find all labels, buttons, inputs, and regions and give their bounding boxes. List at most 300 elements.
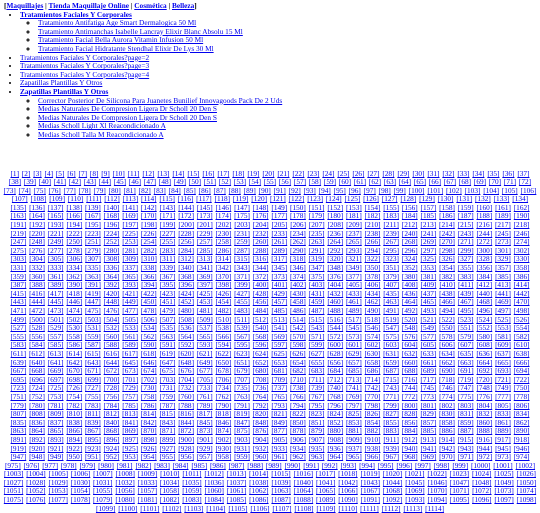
page-link[interactable]: [749] — [495, 383, 511, 392]
page-link[interactable]: [593] — [197, 340, 213, 349]
page-link[interactable]: [336] — [104, 263, 120, 272]
page-link[interactable]: [13] — [157, 169, 169, 178]
page-link[interactable]: [763] — [234, 392, 250, 401]
page-link[interactable]: [507] — [160, 315, 176, 324]
page-link[interactable]: [805] — [495, 401, 511, 410]
page-link[interactable]: [557] — [48, 332, 64, 341]
page-link[interactable]: [803] — [458, 401, 474, 410]
page-link[interactable]: [214] — [439, 220, 455, 229]
page-link[interactable]: [392] — [104, 280, 120, 289]
page-link[interactable]: [592] — [178, 340, 194, 349]
page-link[interactable]: [342] — [215, 263, 231, 272]
page-link[interactable]: [522] — [439, 315, 455, 324]
page-link[interactable]: [707] — [234, 375, 250, 384]
page-link[interactable]: [158] — [439, 203, 455, 212]
page-link[interactable]: [531] — [85, 323, 101, 332]
page-link[interactable]: [189] — [495, 211, 511, 220]
page-link[interactable]: [215] — [458, 220, 474, 229]
page-link[interactable]: [995] — [378, 461, 394, 470]
page-link[interactable]: [602] — [365, 340, 381, 349]
page-link[interactable]: [622] — [215, 349, 231, 358]
page-link[interactable]: [235] — [309, 229, 325, 238]
page-link[interactable]: [497] — [495, 306, 511, 315]
page-link[interactable]: [575] — [383, 332, 399, 341]
page-link[interactable]: [1088] — [294, 495, 313, 504]
page-link[interactable]: [773] — [421, 392, 437, 401]
page-link[interactable]: [731] — [160, 383, 176, 392]
page-link[interactable]: [341] — [197, 263, 213, 272]
page-link[interactable]: [87] — [214, 186, 226, 195]
page-link[interactable]: [327] — [458, 254, 474, 263]
page-link[interactable]: [213] — [420, 220, 436, 229]
page-link[interactable]: [814] — [141, 409, 157, 418]
page-link[interactable]: [376] — [327, 272, 343, 281]
page-link[interactable]: [821] — [271, 409, 287, 418]
page-link[interactable]: [394] — [141, 280, 157, 289]
page-link[interactable]: [771] — [383, 392, 399, 401]
page-link[interactable]: [1083] — [182, 495, 201, 504]
page-link[interactable]: [970] — [439, 452, 455, 461]
page-link[interactable]: [431] — [309, 289, 325, 298]
page-link[interactable]: [477] — [122, 306, 138, 315]
page-link[interactable]: [859] — [458, 418, 474, 427]
page-link[interactable]: [660] — [402, 358, 418, 367]
page-link[interactable]: [25] — [337, 169, 349, 178]
page-link[interactable]: [41] — [54, 177, 66, 186]
page-link[interactable]: [250] — [66, 237, 82, 246]
page-link[interactable]: [875] — [234, 426, 250, 435]
page-link[interactable]: [939] — [383, 444, 399, 453]
page-link[interactable]: [913] — [420, 435, 436, 444]
page-link[interactable]: [403] — [309, 280, 325, 289]
page-link[interactable]: [89] — [244, 186, 256, 195]
page-link[interactable]: [416] — [29, 289, 45, 298]
page-link[interactable]: [164] — [29, 211, 45, 220]
page-link[interactable]: [911] — [383, 435, 399, 444]
page-link[interactable]: [1106] — [250, 504, 269, 513]
page-link[interactable]: [255] — [160, 237, 176, 246]
page-link[interactable]: [30] — [412, 169, 424, 178]
page-link[interactable]: [110] — [68, 194, 84, 203]
page-link[interactable]: [478] — [141, 306, 157, 315]
page-link[interactable]: [97] — [364, 186, 376, 195]
page-link[interactable]: [952] — [104, 452, 120, 461]
page-link[interactable]: [63] — [384, 177, 396, 186]
page-link[interactable]: [68] — [459, 177, 471, 186]
page-link[interactable]: [542] — [290, 323, 306, 332]
page-link[interactable]: [414] — [514, 280, 530, 289]
page-link[interactable]: [464] — [402, 297, 418, 306]
page-link[interactable]: [148] — [253, 203, 269, 212]
page-link[interactable]: [459] — [309, 297, 325, 306]
page-link[interactable]: [525] — [495, 315, 511, 324]
page-link[interactable]: [277] — [48, 246, 64, 255]
page-link[interactable]: [687] — [383, 366, 399, 375]
page-link[interactable]: [47] — [144, 177, 156, 186]
page-link[interactable]: [1075] — [4, 495, 23, 504]
page-link[interactable]: [95] — [334, 186, 346, 195]
page-link[interactable]: [1018] — [338, 469, 357, 478]
page-link[interactable]: [222] — [66, 229, 82, 238]
page-link[interactable]: [61] — [354, 177, 366, 186]
page-link[interactable]: [1020] — [383, 469, 402, 478]
page-link[interactable]: [369] — [197, 272, 213, 281]
product-link[interactable]: Medias Naturales De Compresion Ligera Dr Scholl 20 Den S — [38, 104, 217, 113]
page-link[interactable]: [779] — [10, 401, 26, 410]
page-link[interactable]: [869] — [122, 426, 138, 435]
page-link[interactable]: [706] — [216, 375, 232, 384]
page-link[interactable]: [297] — [421, 246, 437, 255]
page-link[interactable]: [921] — [48, 444, 64, 453]
page-link[interactable]: [122] — [289, 194, 305, 203]
page-link[interactable]: [822] — [290, 409, 306, 418]
page-link[interactable]: [492] — [402, 306, 418, 315]
page-link[interactable]: [1028] — [26, 478, 45, 487]
page-link[interactable]: [273] — [495, 237, 511, 246]
page-link[interactable]: [752] — [29, 392, 45, 401]
page-link[interactable]: [782] — [66, 401, 82, 410]
page-link[interactable]: [174] — [215, 211, 231, 220]
page-link[interactable]: [876] — [253, 426, 269, 435]
page-link[interactable]: [32] — [442, 169, 454, 178]
page-link[interactable]: [472] — [29, 306, 45, 315]
page-link[interactable]: [137] — [48, 203, 64, 212]
page-link[interactable]: [644] — [104, 358, 120, 367]
page-link[interactable]: [713] — [346, 375, 362, 384]
page-link[interactable]: [630] — [364, 349, 380, 358]
page-link[interactable]: [1058] — [160, 486, 179, 495]
page-link[interactable]: [5] — [56, 169, 65, 178]
page-link[interactable]: [543] — [309, 323, 325, 332]
page-link[interactable]: [889] — [495, 426, 511, 435]
page-link[interactable]: [81] — [124, 186, 136, 195]
page-link[interactable]: [34] — [472, 169, 484, 178]
page-link[interactable]: [659] — [383, 358, 399, 367]
page-link[interactable]: [810] — [67, 409, 83, 418]
page-link[interactable]: [113] — [123, 194, 139, 203]
page-link[interactable]: [84] — [169, 186, 181, 195]
page-link[interactable]: [549] — [421, 323, 437, 332]
page-link[interactable]: [316] — [253, 254, 269, 263]
page-link[interactable]: [886] — [439, 426, 455, 435]
page-link[interactable]: [759] — [160, 392, 176, 401]
page-link[interactable]: [923] — [85, 444, 101, 453]
page-link[interactable]: [694] — [514, 366, 530, 375]
page-link[interactable]: [563] — [160, 332, 176, 341]
page-link[interactable]: [360] — [29, 272, 45, 281]
page-link[interactable]: [42] — [69, 177, 81, 186]
page-link[interactable]: [294] — [365, 246, 381, 255]
page-link[interactable]: [14] — [172, 169, 184, 178]
page-link[interactable]: [648] — [178, 358, 194, 367]
page-link[interactable]: [684] — [327, 366, 343, 375]
page-link[interactable]: [170] — [141, 211, 157, 220]
page-link[interactable]: [476] — [104, 306, 120, 315]
page-link[interactable]: [159] — [458, 203, 474, 212]
page-link[interactable]: [751] — [10, 392, 26, 401]
page-link[interactable]: [24] — [322, 169, 334, 178]
page-link[interactable]: [207] — [309, 220, 325, 229]
product-link[interactable]: Tratamiento Facial Hidratante Stendhal Elixir De Lys 30 Ml — [38, 44, 214, 53]
page-link[interactable]: [885] — [421, 426, 437, 435]
page-link[interactable]: [800] — [402, 401, 418, 410]
page-link[interactable]: [975] — [5, 461, 21, 470]
page-link[interactable]: [356] — [476, 263, 492, 272]
page-link[interactable]: [899] — [160, 435, 176, 444]
page-link[interactable]: [1033] — [138, 478, 157, 487]
page-link[interactable]: [185] — [421, 211, 437, 220]
page-link[interactable]: [692] — [476, 366, 492, 375]
page-link[interactable]: [192] — [29, 220, 45, 229]
page-link[interactable]: [741] — [346, 383, 362, 392]
page-link[interactable]: [657] — [346, 358, 362, 367]
page-link[interactable]: [772] — [402, 392, 418, 401]
page-link[interactable]: [496] — [476, 306, 492, 315]
page-link[interactable]: [827] — [383, 409, 399, 418]
page-link[interactable]: [695] — [11, 375, 27, 384]
page-link[interactable]: [116] — [178, 194, 194, 203]
page-link[interactable]: [688] — [402, 366, 418, 375]
page-link[interactable]: [243] — [458, 229, 474, 238]
page-link[interactable]: [887] — [458, 426, 474, 435]
page-link[interactable]: [802] — [439, 401, 455, 410]
page-link[interactable]: [265] — [346, 237, 362, 246]
page-link[interactable]: [499] — [11, 315, 27, 324]
page-link[interactable]: [1107] — [272, 504, 291, 513]
page-link[interactable]: [318] — [290, 254, 306, 263]
page-link[interactable]: [664] — [476, 358, 492, 367]
page-link[interactable]: [7] — [79, 169, 88, 178]
page-link[interactable]: [188] — [476, 211, 492, 220]
page-link[interactable]: [847] — [234, 418, 250, 427]
page-link[interactable]: [917] — [495, 435, 511, 444]
page-link[interactable]: [1096] — [472, 495, 491, 504]
page-link[interactable]: [1060] — [205, 486, 224, 495]
page-link[interactable]: [990] — [285, 461, 301, 470]
page-link[interactable]: [787] — [160, 401, 176, 410]
page-link[interactable]: [488] — [327, 306, 343, 315]
page-link[interactable]: [480] — [178, 306, 194, 315]
page-link[interactable]: [368] — [178, 272, 194, 281]
page-link[interactable]: [705] — [197, 375, 213, 384]
page-link[interactable]: [200] — [178, 220, 194, 229]
page-link[interactable]: [897] — [122, 435, 138, 444]
page-link[interactable]: [651] — [234, 358, 250, 367]
page-link[interactable]: [1070] — [427, 486, 446, 495]
page-link[interactable]: [75] — [34, 186, 46, 195]
page-link[interactable]: [412] — [476, 280, 492, 289]
page-link[interactable]: [358] — [514, 263, 530, 272]
page-link[interactable]: [833] — [495, 409, 511, 418]
page-link[interactable]: [556] — [29, 332, 45, 341]
page-link[interactable]: [777] — [495, 392, 511, 401]
page-link[interactable]: [1099] — [96, 504, 115, 513]
page-link[interactable]: [567] — [234, 332, 250, 341]
page-link[interactable]: [419] — [85, 289, 101, 298]
page-link[interactable]: [458] — [290, 297, 306, 306]
page-link[interactable]: [856] — [402, 418, 418, 427]
page-link[interactable]: [489] — [346, 306, 362, 315]
page-link[interactable]: [776] — [476, 392, 492, 401]
page-link[interactable]: [840] — [104, 418, 120, 427]
page-link[interactable]: [836] — [29, 418, 45, 427]
page-link[interactable]: [828] — [402, 409, 418, 418]
page-link[interactable]: [404] — [327, 280, 343, 289]
page-link[interactable]: [1054] — [71, 486, 90, 495]
page-link[interactable]: [762] — [215, 392, 231, 401]
page-link[interactable]: [90] — [259, 186, 271, 195]
page-link[interactable]: [702] — [141, 375, 157, 384]
page-link[interactable]: [471] — [10, 306, 26, 315]
page-link[interactable]: [56] — [279, 177, 291, 186]
page-link[interactable]: [966] — [365, 452, 381, 461]
page-link[interactable]: [924] — [104, 444, 120, 453]
page-link[interactable]: [441] — [495, 289, 511, 298]
page-link[interactable]: [1006] — [71, 469, 90, 478]
page-link[interactable]: [553] — [495, 323, 511, 332]
page-link[interactable]: [701] — [122, 375, 138, 384]
page-link[interactable]: [778] — [514, 392, 530, 401]
page-link[interactable]: [1026] — [517, 469, 536, 478]
page-link[interactable]: [1105] — [228, 504, 247, 513]
page-link[interactable]: [1025] — [494, 469, 513, 478]
page-link[interactable]: [302] — [514, 246, 530, 255]
page-link[interactable]: [815] — [159, 409, 175, 418]
page-link[interactable]: [17] — [217, 169, 229, 178]
page-link[interactable]: [402] — [290, 280, 306, 289]
page-link[interactable]: [437] — [421, 289, 437, 298]
page-link[interactable]: [1095] — [450, 495, 469, 504]
page-link[interactable]: [268] — [402, 237, 418, 246]
page-link[interactable]: [241] — [421, 229, 437, 238]
page-link[interactable]: [142] — [141, 203, 157, 212]
page-link[interactable]: [4] — [45, 169, 54, 178]
page-link[interactable]: [439] — [458, 289, 474, 298]
page-link[interactable]: [76] — [49, 186, 61, 195]
page-link[interactable]: [1087] — [271, 495, 290, 504]
page-link[interactable]: [961] — [271, 452, 287, 461]
page-link[interactable]: [698] — [67, 375, 83, 384]
page-link[interactable]: [891] — [11, 435, 27, 444]
page-link[interactable]: [479] — [160, 306, 176, 315]
page-link[interactable]: [958] — [215, 452, 231, 461]
page-link[interactable]: [616] — [104, 349, 120, 358]
page-link[interactable]: [914] — [439, 435, 455, 444]
page-link[interactable]: [187] — [458, 211, 474, 220]
page-link[interactable]: [383] — [458, 272, 474, 281]
page-link[interactable]: [526] — [514, 315, 530, 324]
page-link[interactable]: [466] — [439, 297, 455, 306]
page-link[interactable]: [256] — [178, 237, 194, 246]
page-link[interactable]: [262] — [290, 237, 306, 246]
page-link[interactable]: [229] — [197, 229, 213, 238]
page-link[interactable]: [1042] — [338, 478, 357, 487]
page-link[interactable]: [647] — [160, 358, 176, 367]
page-link[interactable]: [357] — [495, 263, 511, 272]
page-link[interactable]: [582] — [514, 332, 530, 341]
page-link[interactable]: [194] — [67, 220, 83, 229]
page-link[interactable]: [614] — [66, 349, 82, 358]
page-link[interactable]: [434] — [365, 289, 381, 298]
page-link[interactable]: [933] — [271, 444, 287, 453]
page-link[interactable]: [685] — [346, 366, 362, 375]
page-link[interactable]: [768] — [327, 392, 343, 401]
page-link[interactable]: [984] — [173, 461, 189, 470]
page-link[interactable]: [1013] — [227, 469, 246, 478]
page-link[interactable]: [938] — [365, 444, 381, 453]
page-link[interactable]: [839] — [85, 418, 101, 427]
page-link[interactable]: [258] — [215, 237, 231, 246]
page-link[interactable]: [276] — [29, 246, 45, 255]
page-link[interactable]: [910] — [365, 435, 381, 444]
page-link[interactable]: [29] — [397, 169, 409, 178]
page-link[interactable]: [969] — [421, 452, 437, 461]
page-link[interactable]: [873] — [197, 426, 213, 435]
page-link[interactable]: [909] — [346, 435, 362, 444]
page-link[interactable]: [631] — [383, 349, 399, 358]
page-link[interactable]: [834] — [514, 409, 530, 418]
page-link[interactable]: [121] — [270, 194, 286, 203]
page-link[interactable]: [424] — [178, 289, 194, 298]
page-link[interactable]: [157] — [421, 203, 437, 212]
page-link[interactable]: [242] — [439, 229, 455, 238]
page-link[interactable]: [848] — [253, 418, 269, 427]
page-link[interactable]: [452] — [178, 297, 194, 306]
page-link[interactable]: [527] — [10, 323, 26, 332]
category-link-zapatillas-current[interactable]: Zapatillas Plantillas Y Otros — [20, 87, 108, 96]
page-link[interactable]: [942] — [439, 444, 455, 453]
page-link[interactable]: [745] — [421, 383, 437, 392]
page-link[interactable]: [237] — [346, 229, 362, 238]
page-link[interactable]: [903] — [234, 435, 250, 444]
page-link[interactable]: [78] — [79, 186, 91, 195]
page-link[interactable]: [232] — [253, 229, 269, 238]
page-link[interactable]: [482] — [215, 306, 231, 315]
page-link[interactable]: [972] — [476, 452, 492, 461]
page-link[interactable]: [1082] — [160, 495, 179, 504]
page-link[interactable]: [1064] — [294, 486, 313, 495]
page-link[interactable]: [77] — [64, 186, 76, 195]
page-link[interactable]: [711] — [309, 375, 325, 384]
page-link[interactable]: [160] — [476, 203, 492, 212]
page-link[interactable]: [485] — [271, 306, 287, 315]
page-link[interactable]: [162] — [514, 203, 530, 212]
page-link[interactable]: [973] — [495, 452, 511, 461]
page-link[interactable]: [438] — [439, 289, 455, 298]
page-link[interactable]: [124] — [326, 194, 342, 203]
page-link[interactable]: [130] — [438, 194, 454, 203]
page-link[interactable]: [238] — [365, 229, 381, 238]
page-link[interactable]: [624] — [253, 349, 269, 358]
page-link[interactable]: [168] — [104, 211, 120, 220]
page-link[interactable]: [209] — [346, 220, 362, 229]
page-link[interactable]: [82] — [139, 186, 151, 195]
page-link[interactable]: [879] — [309, 426, 325, 435]
page-link[interactable]: [501] — [48, 315, 64, 324]
page-link[interactable]: [21] — [277, 169, 289, 178]
page-link[interactable]: [650] — [215, 358, 231, 367]
page-link[interactable]: [666] — [514, 358, 530, 367]
page-link[interactable]: [606] — [439, 340, 455, 349]
page-link[interactable]: [484] — [253, 306, 269, 315]
page-link[interactable]: [260] — [253, 237, 269, 246]
page-link[interactable]: [852] — [327, 418, 343, 427]
page-link[interactable]: [27] — [367, 169, 379, 178]
page-link[interactable]: [738] — [290, 383, 306, 392]
page-link[interactable]: [1038] — [249, 478, 268, 487]
page-link[interactable]: [303] — [11, 254, 27, 263]
page-link[interactable]: [680] — [253, 366, 269, 375]
